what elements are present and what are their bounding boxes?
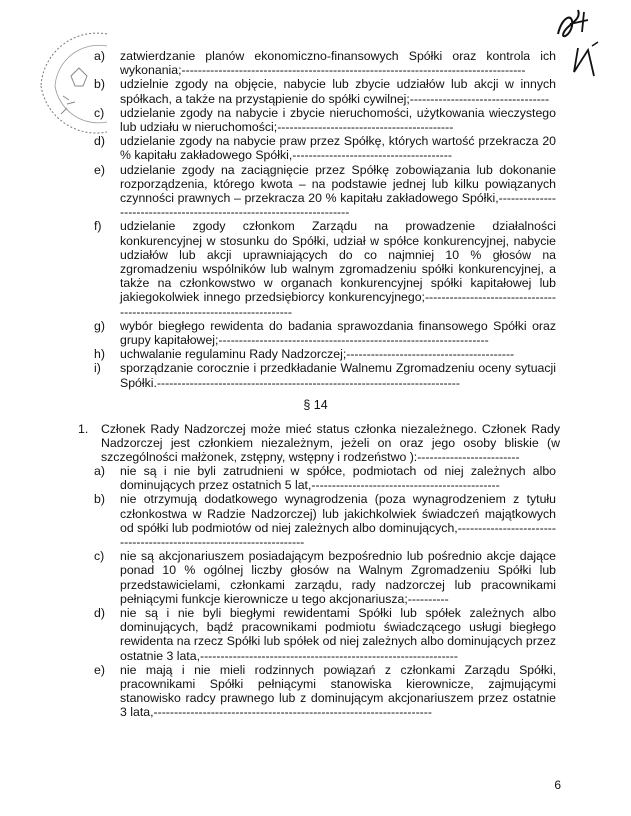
list-item [94,77,556,105]
list-item [94,163,556,220]
item-text: nie są i nie byli zatrudnieni w spółce, podmiotach od niej zależnych albo dominujących przez ostatnich 5 lat,---------------------------------------------- [120,464,556,493]
item-label: e) [94,162,105,177]
item-label: c) [94,105,105,120]
item-text: udzielanie zgody na zaciągnięcie przez Spółkę zobowiązania lub dokonanie rozporządzenia, którego kwota – na podstawie jednej lub kilku powiązanych czynności prawnych – przekracza 20 % kapitału zakładowego Spółki,---------------------------------------------------------------------- [120,162,556,220]
item-label: b) [94,77,105,92]
item-text: zatwierdzanie planów ekonomiczno-finansowych Spółki oraz kontrola ich wykonania;------------------------------------------------------------------------------------ [120,49,556,78]
item-text: nie są akcjonariuszem posiadającym bezpośrednio lub pośrednio akcje dające ponad 10 % ogólnej liczby głosów na Walnym Zgromadzeniu Spółki lub przedstawicielami, członkami zarządu, rady nadzorczej lub pracownikami pełniącymi funkcje kierownicze u tego akcjonariusza;---------- [120,549,556,606]
list-item [94,134,556,162]
list-item [94,549,556,606]
list-item [94,319,556,347]
list-item [94,219,556,318]
item-text: nie mają i nie mieli rodzinnych powiązań z członkami Zarządu Spółki, pracownikami Spółki pełniącymi stanowiska kierownicze, zajmującymi stanowisko radcy prawnego lub z dominującym akcjonariuszem przez ostatnie 3 lata,-------------------------------------------------------------------- [120,662,556,720]
item-text: nie otrzymują dodatkowego wynagrodzenia (poza wynagrodzeniem z tytułu członkostwa w Radzie Nadzorczej) lub jakichkolwiek świadczeń majątkowych od spółki lub podmiotów od niej zależnych albo dominujących,--------------------------------------------------------------------- [120,492,556,550]
item-label: e) [94,662,105,677]
item-text: nie są i nie byli biegłymi rewidentami Spółki lub spółek zależnych albo dominujących, bądź pracownikami podmiotu świadczącego usługi biegłego rewidenta na rzecz Spółki lub spółek od niej zależnych albo dominujących przez ostatnie 3 lata,--------------------------------------------------------------- [120,606,556,663]
item-label: b) [94,492,105,507]
item-label: c) [94,549,105,564]
list-item [94,663,556,720]
list-item [94,492,556,549]
item-text: uchwalanie regulaminu Rady Nadzorczej;----------------------------------------- [120,347,515,362]
list-items-part1 [94,49,556,390]
item-label: a) [94,49,105,63]
item-label: a) [94,464,105,478]
item-text: wybór biegłego rewidenta do badania sprawozdania finansowego Spółki oraz grupy kapitałowej;------------------------------------------------------------------ [120,318,556,348]
page-number: 6 [554,778,561,792]
handwritten-initials [548,6,608,82]
item-text: udzielanie zgody członkom Zarządu na prowadzenie działalności konkurencyjnej w stosunku do Spółki, udział w spółce konkurencyjnej, nabycie udziałów lub akcji uprawniających do co najmniej 10 % głosów na zgromadzeniu wspólników lub walnym zgromadzeniu spółki konkurencyjnej, a także na członkowstwo w organach konkurencyjnej spółki kapitałowej lub jakiegokolwiek innego przedsiębiorcy konkurencyjnego;-------------------------------------------------------------------------- [120,219,556,319]
item-text: udzielanie zgody na nabycie praw przez Spółkę, których wartość przekracza 20 % kapitału zakładowego Spółki,--------------------------------------- [120,134,556,163]
paragraph-text: Członek Rady Nadzorczej może mieć status członka niezależnego. Członek Rady Nadzorczej jest członkiem niezależnym, jeżeli on oraz jego osoby bliskie (w szczególności małżonek, zstępny, wstępny i rodzeństwo ):------------------------- [101,422,560,465]
list-item [94,49,556,77]
list-item [94,106,556,134]
item-label: g) [94,318,105,333]
list-item [94,347,556,361]
item-label: d) [94,134,105,149]
paragraph-number: 1. [78,422,89,436]
list-item [94,464,556,492]
numbered-paragraph [78,422,560,465]
item-label: h) [94,347,105,362]
list-items-part2 [94,464,556,720]
item-label: d) [94,606,105,621]
item-label: f) [94,219,102,234]
item-text: udzielanie zgody na nabycie i zbycie nieruchomości, użytkowania wieczystego lub udziału w nieruchomości;------------------------------------------- [120,105,556,135]
item-text: sporządzanie corocznie i przedkładanie Walnemu Zgromadzeniu oceny sytuacji Spółki.-------------------------------------------------------------------------- [120,361,556,390]
list-item [94,361,556,389]
list-item [94,606,556,663]
item-text: udzielnie zgody na objęcie, nabycie lub zbycie udziałów lub akcji w innych spółkach, a także na przystąpienie do spółki cywilnej;---------------------------------- [120,77,556,106]
item-label: i) [94,361,101,376]
section-heading: § 14 [303,398,328,412]
